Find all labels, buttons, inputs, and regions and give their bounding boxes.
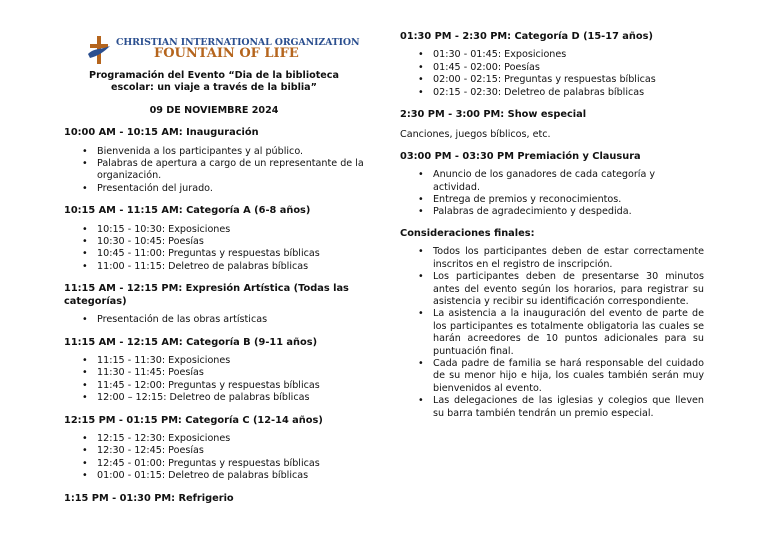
list-item: • Todos los participantes deben de estar correctamente inscritos en el registro de inscripción. xyxy=(433,246,704,271)
event-date: 09 DE NOVIEMBRE 2024 xyxy=(149,104,279,116)
list-item: • Bienvenida a los participantes y al público. xyxy=(97,146,364,158)
list-item: • La asistencia a la inauguración del evento de parte de los participantes es totalmente obligatoria las cuales se harán acreedores de 10 puntos adicionales para su puntuación final. xyxy=(433,308,704,358)
list-item: • Presentación de las obras artísticas xyxy=(97,314,364,326)
section-heading: 12:15 PM - 01:15 PM: Categoría C (12-14 años) xyxy=(64,414,323,426)
list-item: • Entrega de premios y reconocimientos. xyxy=(433,194,704,206)
list-item: • 10:45 - 11:00: Preguntas y respuestas bíblicas xyxy=(97,248,364,260)
logo-line-2: FOUNTAIN OF LIFE xyxy=(154,46,299,61)
list-item: • 11:15 - 11:30: Exposiciones xyxy=(97,355,364,367)
list-item: • 01:45 - 02:00: Poesías xyxy=(433,62,704,74)
list-item: • 02:15 - 02:30: Deletreo de palabras bíblicas xyxy=(433,87,704,99)
list-item: • Las delegaciones de las iglesias y colegios que lleven su barra también tendrán un premio especial. xyxy=(433,395,704,420)
section-heading: 1:15 PM - 01:30 PM: Refrigerio xyxy=(64,492,234,504)
left-column xyxy=(64,0,364,505)
list-item: • Cada padre de familia se hará responsable del cuidado de su menor hijo e hija, los cuales también serán muy bienvenidos al evento. xyxy=(433,358,704,395)
right-column xyxy=(400,31,704,420)
section-heading: 01:30 PM - 2:30 PM: Categoría D (15-17 años) xyxy=(400,31,653,42)
section-list xyxy=(64,355,364,405)
list-item: • 12:00 – 12:15: Deletreo de palabras bíblicas xyxy=(97,392,364,404)
organization-logo xyxy=(64,0,364,66)
list-item: • Presentación del jurado. xyxy=(97,183,364,195)
section-heading: 11:15 AM - 12:15 PM: Expresión Artística (Todas las categorías) xyxy=(64,283,349,307)
list-item: • 10:15 - 10:30: Exposiciones xyxy=(97,224,364,236)
list-item: • 02:00 - 02:15: Preguntas y respuestas bíblicas xyxy=(433,74,704,86)
logo-line-1: CHRISTIAN INTERNATIONAL ORGANIZATION xyxy=(116,37,360,48)
section-list xyxy=(64,146,364,196)
section-heading: 03:00 PM - 03:30 PM Premiación y Clausura xyxy=(400,150,641,162)
section-list xyxy=(64,224,364,274)
list-item: • 11:00 - 11:15: Deletreo de palabras bíblicas xyxy=(97,261,364,273)
list-item: • 12:45 - 01:00: Preguntas y respuestas bíblicas xyxy=(97,458,364,470)
list-item: • 01:00 - 01:15: Deletreo de palabras bíblicas xyxy=(97,470,364,482)
section-heading: Consideraciones finales: xyxy=(400,227,535,239)
list-item: • Palabras de agradecimiento y despedida. xyxy=(433,206,704,218)
list-item: • 12:30 - 12:45: Poesías xyxy=(97,445,364,457)
section-list xyxy=(64,314,364,326)
section-list xyxy=(400,49,704,99)
list-item: • Anuncio de los ganadores de cada categoría y actividad. xyxy=(433,169,704,194)
section-heading: 11:15 AM - 12:15 AM: Categoría B (9-11 años) xyxy=(64,336,318,348)
list-item: • Palabras de apertura a cargo de un representante de la organización. xyxy=(97,158,364,183)
list-item: • 01:30 - 01:45: Exposiciones xyxy=(433,49,704,61)
section-heading: 10:00 AM - 10:15 AM: Inauguración xyxy=(64,127,259,139)
section-heading: 10:15 AM - 11:15 AM: Categoría A (6-8 años) xyxy=(64,205,311,217)
event-title: Programación del Evento “Dia de la biblioteca escolar: un viaje a través de la biblia” xyxy=(89,70,339,94)
dove-cross-icon xyxy=(86,34,112,66)
section-list xyxy=(64,433,364,483)
list-item: • 12:15 - 12:30: Exposiciones xyxy=(97,433,364,445)
show-description: Canciones, juegos bíblicos, etc. xyxy=(400,129,551,141)
list-item: • Los participantes deben de presentarse 30 minutos antes del evento según los horarios, para registrar su asistencia y recibir su identificación correspondiente. xyxy=(433,271,704,308)
list-item: • 10:30 - 10:45: Poesías xyxy=(97,236,364,248)
list-item: • 11:30 - 11:45: Poesías xyxy=(97,367,364,379)
section-heading: 2:30 PM - 3:00 PM: Show especial xyxy=(400,109,587,121)
list-item: • 11:45 - 12:00: Preguntas y respuestas bíblicas xyxy=(97,380,364,392)
section-list xyxy=(400,246,704,420)
section-list xyxy=(400,169,704,219)
